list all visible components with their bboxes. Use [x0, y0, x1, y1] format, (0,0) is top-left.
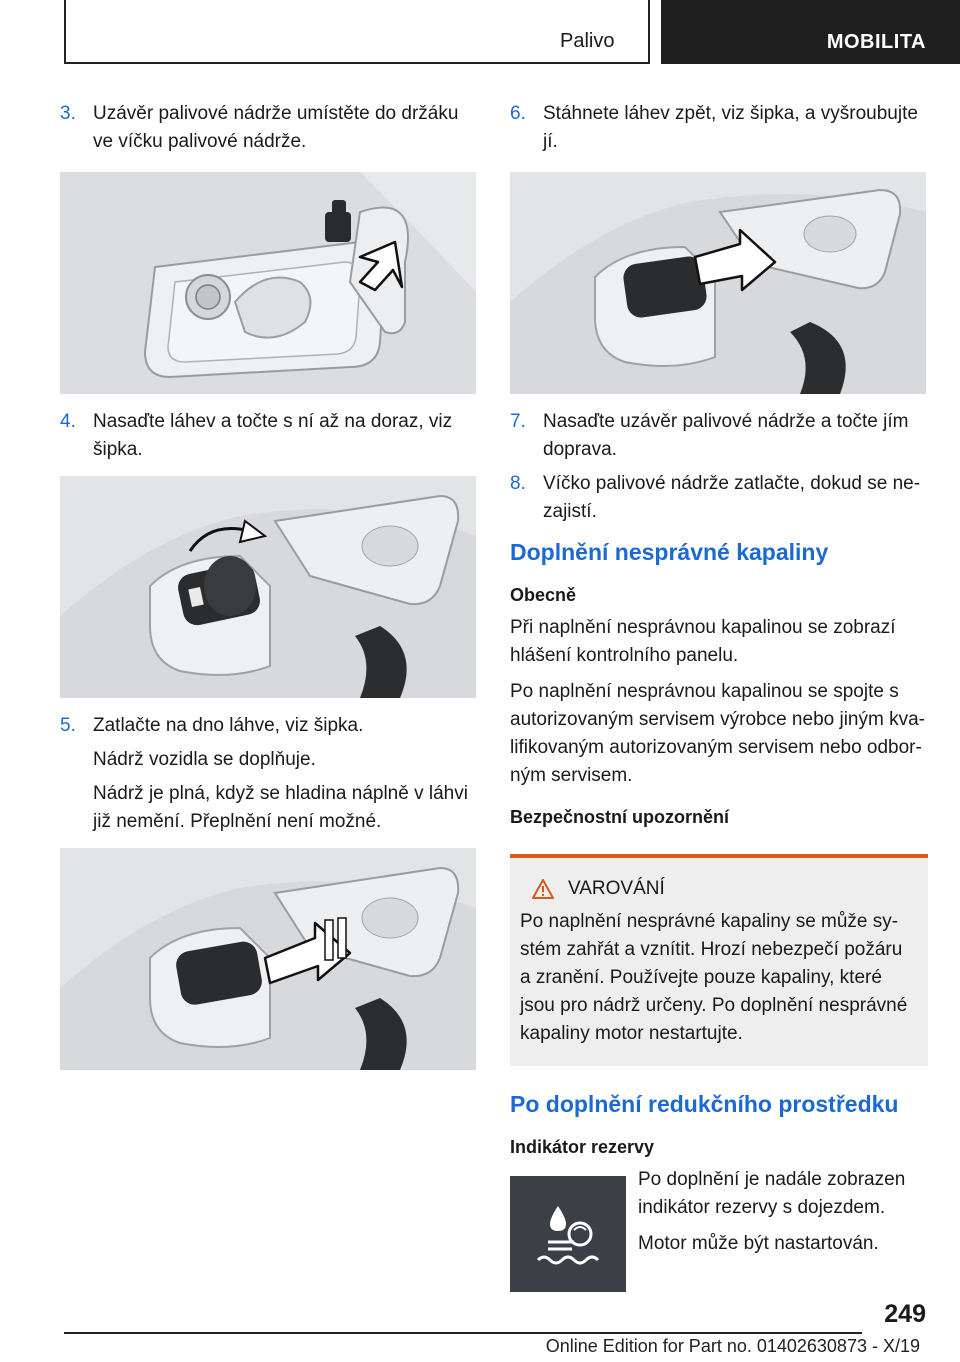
- figure-remove-bottle: [510, 172, 926, 394]
- subheading-reserve-indicator: Indikátor rezervy: [510, 1137, 655, 1157]
- subheading-safety: Bezpečnostní upozornění: [510, 807, 730, 827]
- section-heading-after-refill: Po doplnění redukčního prostředku: [510, 1091, 899, 1117]
- footer-edition: Online Edition for Part no. 01402630873 - X/19: [545, 1336, 920, 1356]
- page-number: 249: [884, 1300, 926, 1328]
- reserve-indicator-text: [638, 1166, 928, 1292]
- reserve-indicator-block: [510, 1166, 928, 1292]
- footer-rule: [64, 1332, 862, 1334]
- step-number: 8.: [510, 473, 526, 494]
- figure-cap-holder: [60, 172, 476, 394]
- step-text: Nasaďte láhev a točte s ní až na doraz, viz šipka.: [93, 411, 453, 460]
- warning-title-text: VAROVÁNÍ: [568, 878, 665, 899]
- warning-triangle-icon: [532, 879, 554, 899]
- step-8: [510, 470, 928, 526]
- section-heading-wrong-fluid: Doplnění nesprávné kapaliny: [510, 539, 829, 565]
- step-number: 3.: [60, 103, 76, 124]
- step-5-paragraph-1: Nádrž vozidla se doplňuje.: [93, 749, 316, 770]
- figure-insert-bottle: [60, 476, 476, 698]
- step-5-paragraph-2: Nádrž je plná, když se hladina náplně v láhvi již nemění. Přeplnění není možné.: [93, 783, 468, 832]
- step-number: 4.: [60, 411, 76, 432]
- paragraph-message: Při naplnění nesprávnou kapalinou se zobrazí hlášení kontrolního panelu.: [510, 617, 896, 666]
- paragraph-service: Po naplnění nesprávnou kapalinou se spojte s autorizovaným servisem výrobce nebo jiným kvalifikovaným autorizovaným servisem nebo odborným servisem.: [510, 681, 925, 786]
- step-5: [60, 712, 476, 740]
- warning-box: [510, 854, 928, 1066]
- paragraph-engine-start: Motor může být nastartován.: [638, 1233, 879, 1254]
- subheading-general: Obecně: [510, 585, 577, 605]
- step-4: [60, 408, 476, 464]
- warning-title: [520, 878, 918, 900]
- left-column: [60, 100, 476, 1070]
- figure-press-bottle: [60, 848, 476, 1070]
- right-column: [510, 100, 928, 1292]
- warning-text: Po naplnění nesprávné kapaliny se může systém zahřát a vznítit. Hrozí nebezpečí požáru a zranění. Používejte pouze kapaliny, které jsou pro nádrž určeny. Po doplnění nesprávné kapaliny motor nestartujte.: [520, 911, 908, 1044]
- paragraph-reserve-shown: Po doplnění je nadále zobrazen indikátor rezervy s dojezdem.: [638, 1169, 906, 1218]
- step-text: Nasaďte uzávěr palivové nádrže a točte jím doprava.: [543, 411, 909, 460]
- step-text: Uzávěr palivové nádrže umístěte do držáku ve víčku palivové nádrže.: [93, 103, 459, 152]
- header-chapter-label: MOBILITA: [826, 30, 926, 53]
- step-number: 6.: [510, 103, 526, 124]
- step-number: 7.: [510, 411, 526, 432]
- step-7: [510, 408, 928, 464]
- step-text: Stáhnete láhev zpět, viz šipka, a vyšroubujte jí.: [543, 103, 918, 152]
- step-3: [60, 100, 476, 156]
- step-text: Zatlačte na dno láhve, viz šipka.: [93, 715, 364, 736]
- header-chapter-tab: [661, 0, 960, 64]
- reductant-reserve-icon: [510, 1176, 626, 1292]
- step-text: Víčko palivové nádrže zatlačte, dokud se nezajistí.: [543, 473, 921, 522]
- step-number: 5.: [60, 715, 76, 736]
- step-6: [510, 100, 928, 156]
- header-section-title: Palivo: [560, 30, 615, 52]
